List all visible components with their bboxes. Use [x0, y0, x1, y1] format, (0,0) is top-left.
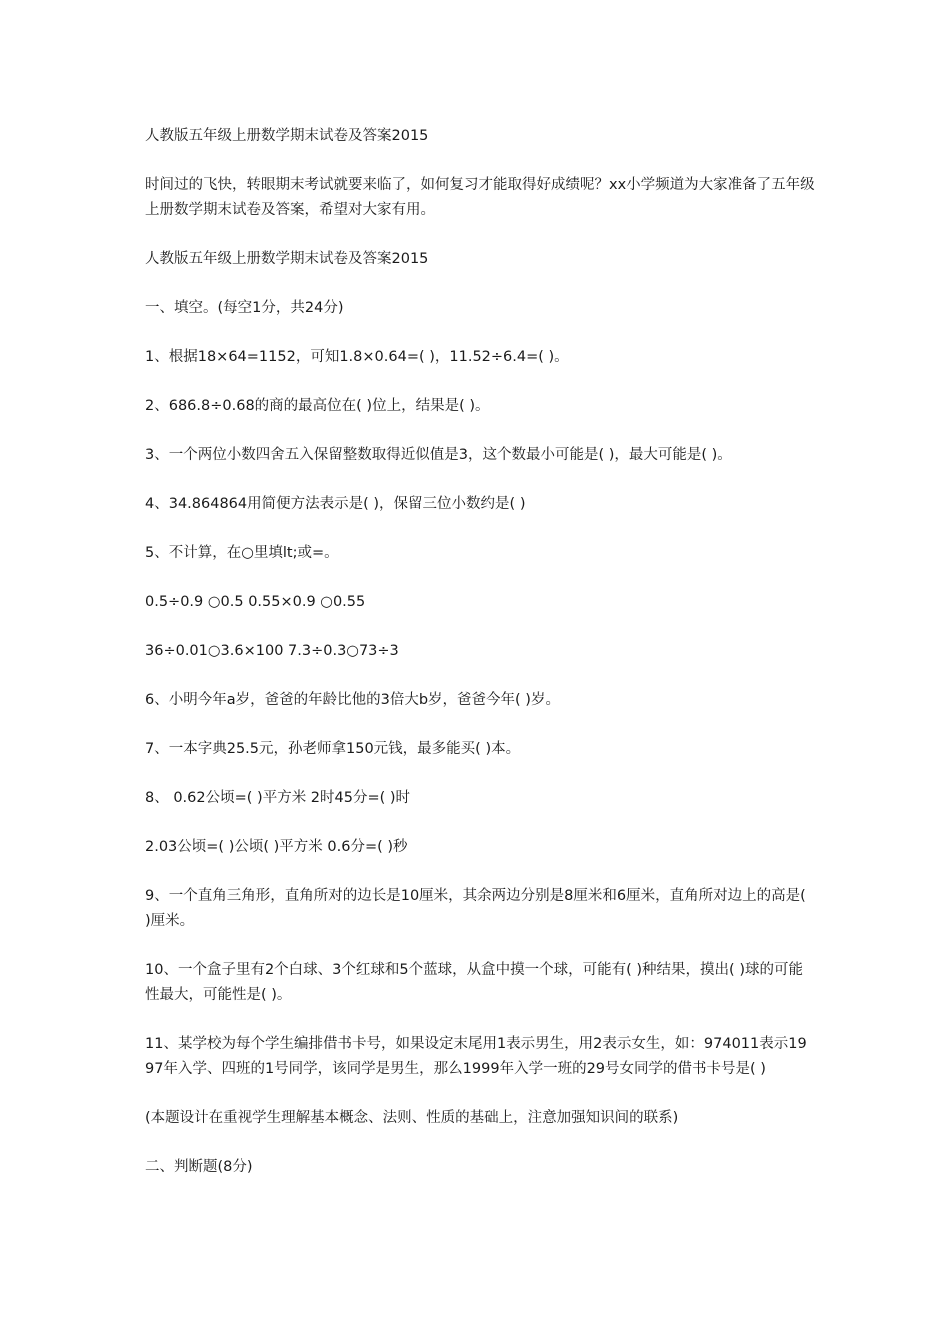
document-title: 人教版五年级上册数学期末试卷及答案2015 [145, 128, 429, 144]
design-note: (本题设计在重视学生理解基本概念、法则、性质的基础上，注意加强知识间的联系) [145, 1110, 679, 1126]
question-9: 9、一个直角三角形，直角所对的边长是10厘米，其余两边分别是8厘米和6厘米，直角所对边上的高是( )厘米。 [145, 888, 811, 929]
section-heading-fill-blanks: 一、填空。(每空1分，共24分) [145, 300, 344, 316]
question-8: 8、 0.62公顷=( )平方米 2时45分=( )时 [145, 790, 411, 806]
question-1: 1、根据18×64=1152，可知1.8×0.64=( )，11.52÷6.4=( )。 [145, 349, 569, 365]
question-6: 6、小明今年a岁，爸爸的年龄比他的3倍大b岁，爸爸今年( )岁。 [145, 692, 560, 708]
question-3: 3、一个两位小数四舍五入保留整数取得近似值是3，这个数最小可能是( )，最大可能是( )。 [145, 447, 732, 463]
intro-paragraph: 时间过的飞快，转眼期末考试就要来临了，如何复习才能取得好成绩呢？xx小学频道为大家准备了五年级上册数学期末试卷及答案，希望对大家有用。 [145, 177, 815, 218]
question-8-line-2: 2.03公顷=( )公顷( )平方米 0.6分=( )秒 [145, 839, 408, 855]
document-page [145, 120, 815, 1180]
question-4: 4、34.864864用简便方法表示是( )，保留三位小数约是( ) [145, 496, 526, 512]
question-5: 5、不计算，在○里填lt;或=。 [145, 545, 339, 561]
question-2: 2、686.8÷0.68的商的最高位在( )位上，结果是( )。 [145, 398, 490, 414]
section-heading-true-false: 二、判断题(8分) [145, 1159, 253, 1175]
question-11: 11、某学校为每个学生编排借书卡号，如果设定末尾用1表示男生，用2表示女生，如：974011表示1997年入学、四班的1号同学，该同学是男生，那么1999年入学一班的29号女同学的借书卡号是( ) [145, 1036, 807, 1077]
question-5-line-1: 0.5÷0.9 ○0.5 0.55×0.9 ○0.55 [145, 594, 366, 610]
question-7: 7、一本字典25.5元，孙老师拿150元钱，最多能买( )本。 [145, 741, 521, 757]
document-subtitle: 人教版五年级上册数学期末试卷及答案2015 [145, 251, 429, 267]
question-10: 10、一个盒子里有2个白球、3个红球和5个蓝球，从盒中摸一个球，可能有( )种结果，摸出( )球的可能性最大，可能性是( )。 [145, 962, 803, 1003]
question-5-line-2: 36÷0.01○3.6×100 7.3÷0.3○73÷3 [145, 643, 399, 659]
